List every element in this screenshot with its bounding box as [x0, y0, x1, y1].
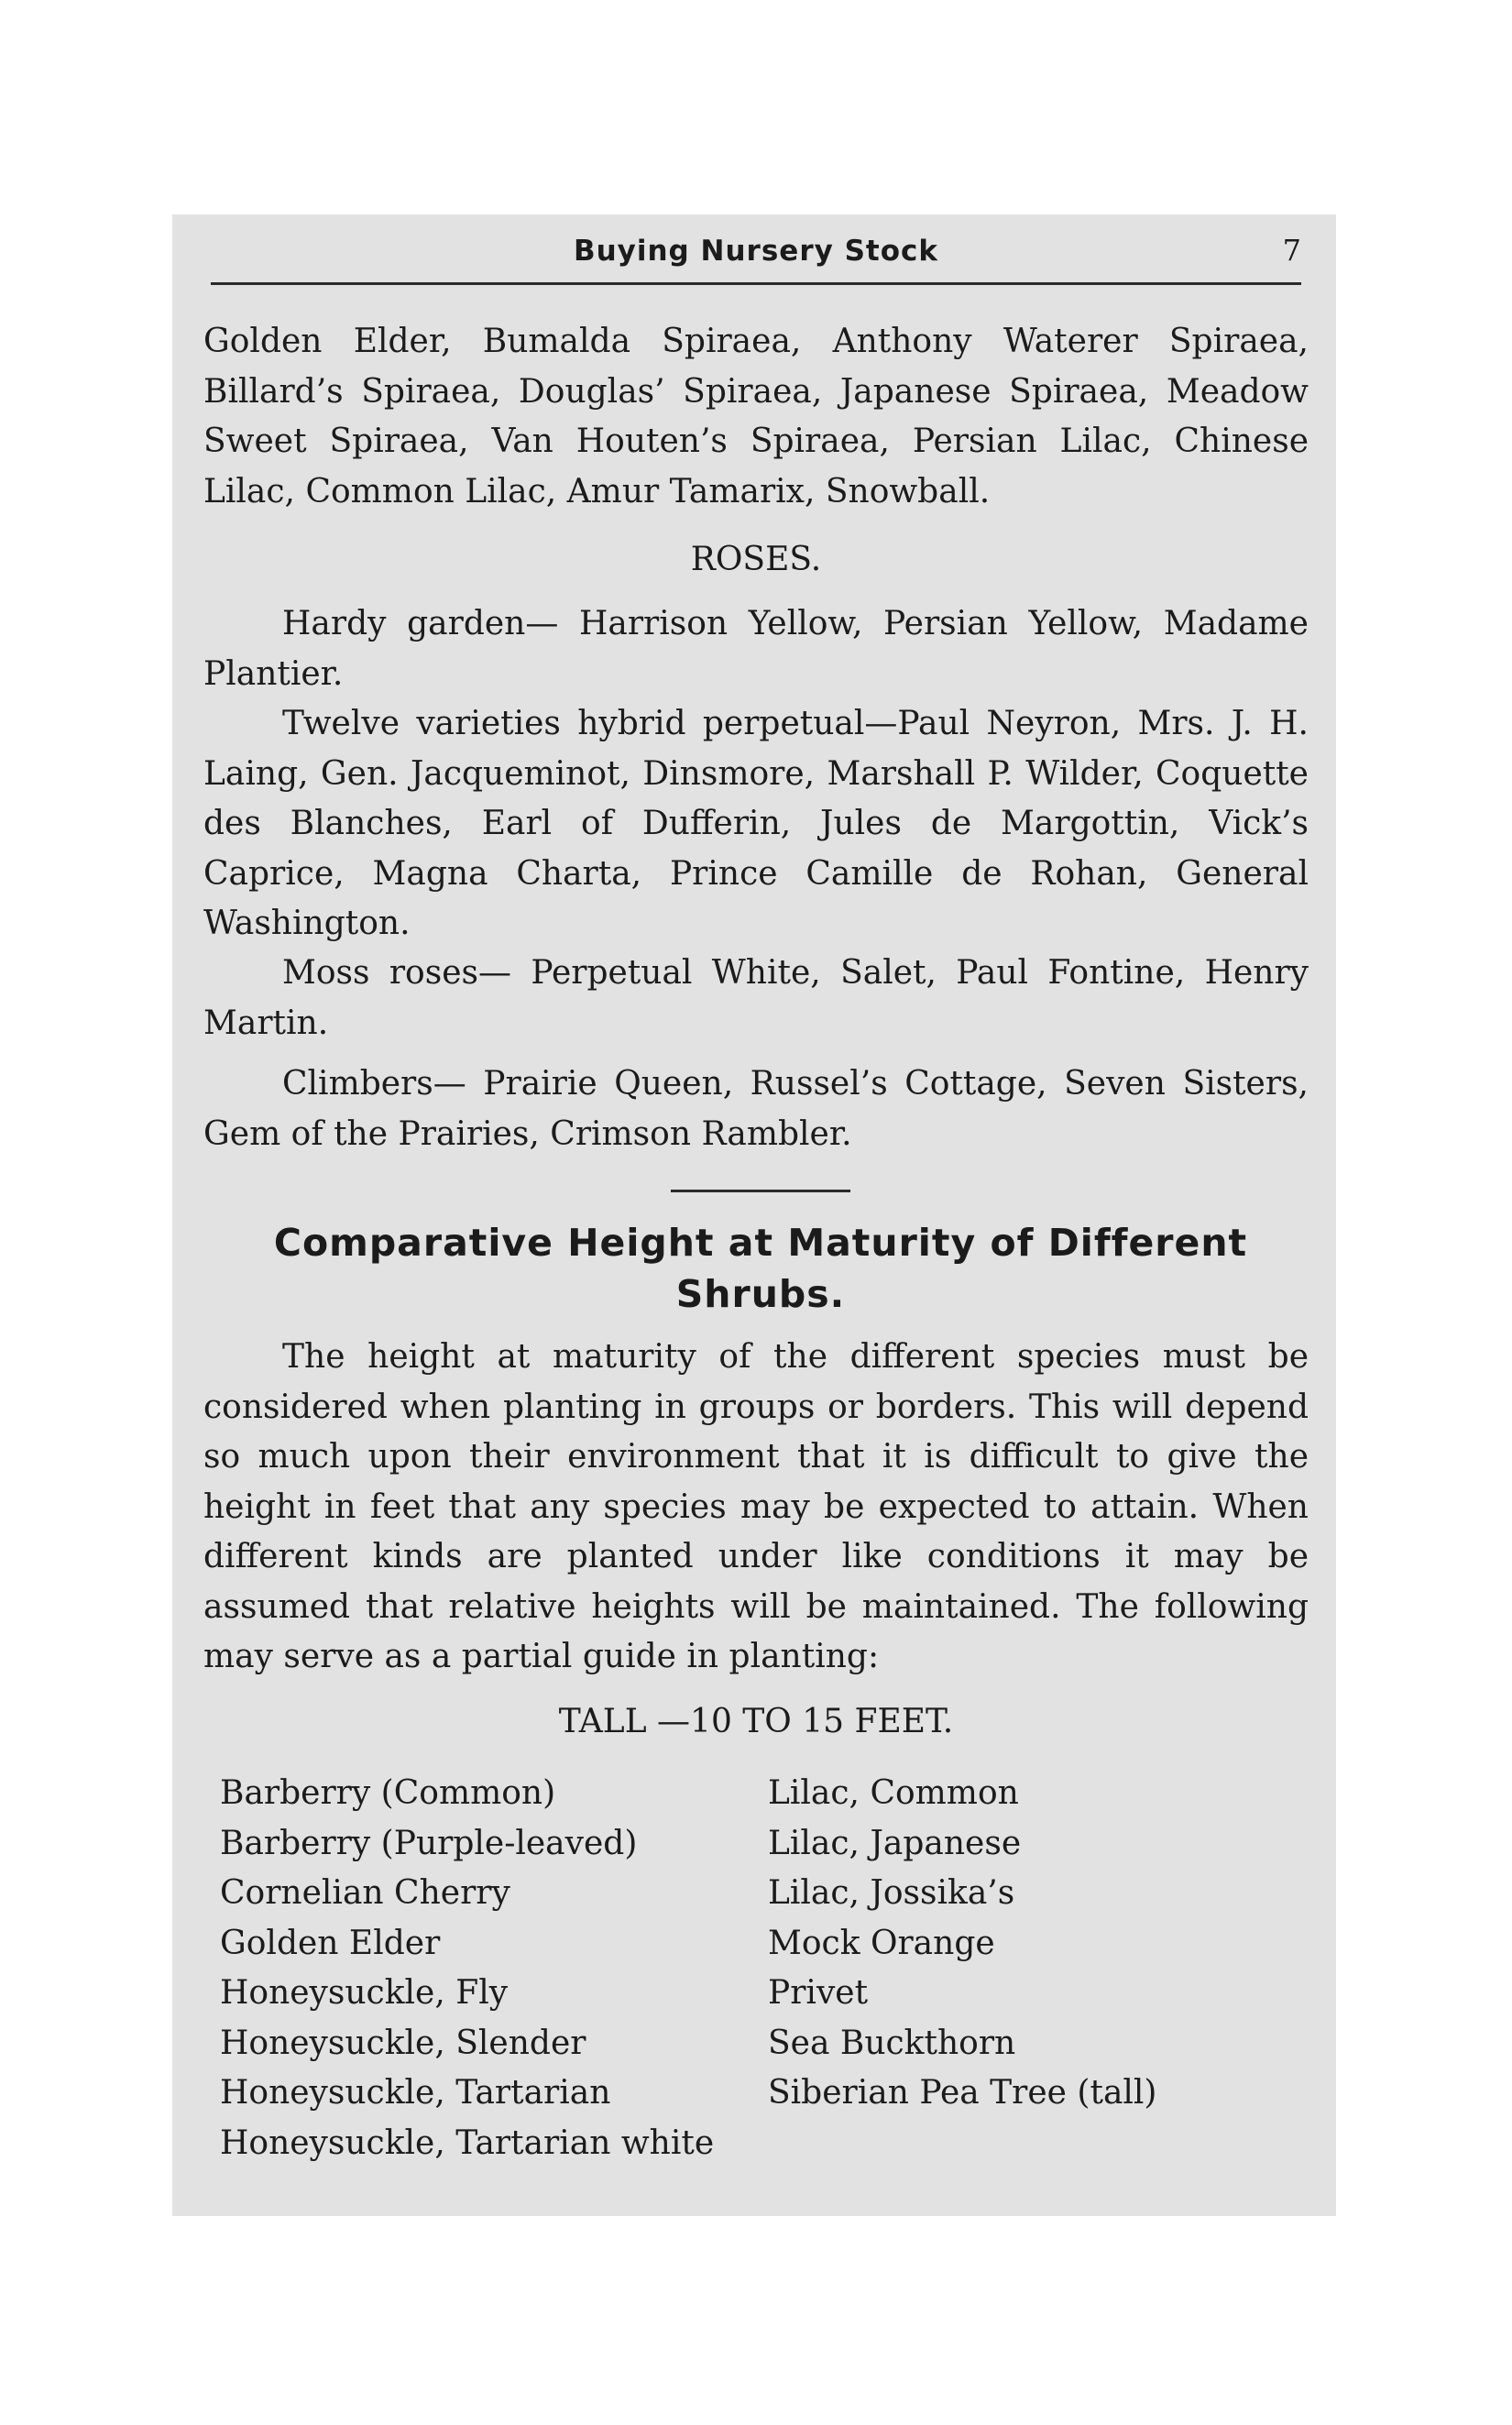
header-rule: [211, 282, 1301, 285]
list-item: Honeysuckle, Slender: [220, 2024, 586, 2062]
roses-heading: ROSES.: [690, 541, 822, 578]
roses-moss-paragraph: Moss roses— Perpetual White, Salet, Paul Fontine, Henry Martin.: [203, 954, 1309, 1042]
tall-list-right: [768, 1769, 1156, 2119]
list-item: Privet: [768, 1974, 869, 2012]
section-paragraph: The height at maturity of the different species must be considered when planting in groups or borders. This will depend so much upon their environment that it is difficult to give the height in feet that any species may be expected to attain. When different kinds are planted under like conditions it may be assumed that relative heights will be maintained. The following may serve as a partial guide in planting:: [203, 1338, 1309, 1675]
list-item: Lilac, Jossika’s: [768, 1874, 1015, 1912]
page-number: 7: [1282, 233, 1301, 268]
list-item: Barberry (Common): [220, 1774, 556, 1812]
list-item: Siberian Pea Tree (tall): [768, 2074, 1157, 2112]
list-item: Barberry (Purple-leaved): [220, 1824, 638, 1862]
section-divider: [671, 1190, 850, 1192]
tall-list-left: [220, 1769, 714, 2168]
list-item: Honeysuckle, Fly: [220, 1974, 509, 2012]
roses-hardy-paragraph: Hardy garden— Harrison Yellow, Persian Yellow, Madame Plantier.: [203, 605, 1309, 693]
list-item: Lilac, Common: [768, 1774, 1019, 1812]
roses-hybrid-paragraph: Twelve varieties hybrid perpetual—Paul Neyron, Mrs. J. H. Laing, Gen. Jacqueminot, Dinsmore, Marshall P. Wilder, Coquette des Blanches, Earl of Dufferin, Jules de Margottin, Vick’s Caprice, Magna Charta, Prince Camille de Rohan, General Washington.: [203, 705, 1309, 942]
list-item: Honeysuckle, Tartarian white: [220, 2123, 715, 2162]
list-item: Mock Orange: [768, 1924, 995, 1962]
running-header-title: Buying Nursery Stock: [573, 235, 939, 268]
tall-heading: TALL —10 TO 15 FEET.: [558, 1703, 954, 1740]
list-item: Lilac, Japanese: [768, 1824, 1022, 1862]
list-item: Honeysuckle, Tartarian: [220, 2074, 611, 2112]
running-header: [211, 235, 1301, 277]
list-item: Cornelian Cherry: [220, 1874, 510, 1912]
section-title: Comparative Height at Maturity of Different Shrubs.: [273, 1221, 1248, 1316]
list-item: Sea Buckthorn: [768, 2024, 1016, 2062]
roses-climbers-paragraph: Climbers— Prairie Queen, Russel’s Cottage, Seven Sisters, Gem of the Prairies, Crimson Rambler.: [203, 1065, 1309, 1153]
opening-paragraph: Golden Elder, Bumalda Spiraea, Anthony Waterer Spiraea, Billard’s Spiraea, Douglas’ Spiraea, Japanese Spiraea, Meadow Sweet Spiraea, Van Houten’s Spiraea, Persian Lilac, Chinese Lilac, Common Lilac, Amur Tamarix, Snowball.: [203, 323, 1309, 510]
list-item: Golden Elder: [220, 1924, 441, 1962]
